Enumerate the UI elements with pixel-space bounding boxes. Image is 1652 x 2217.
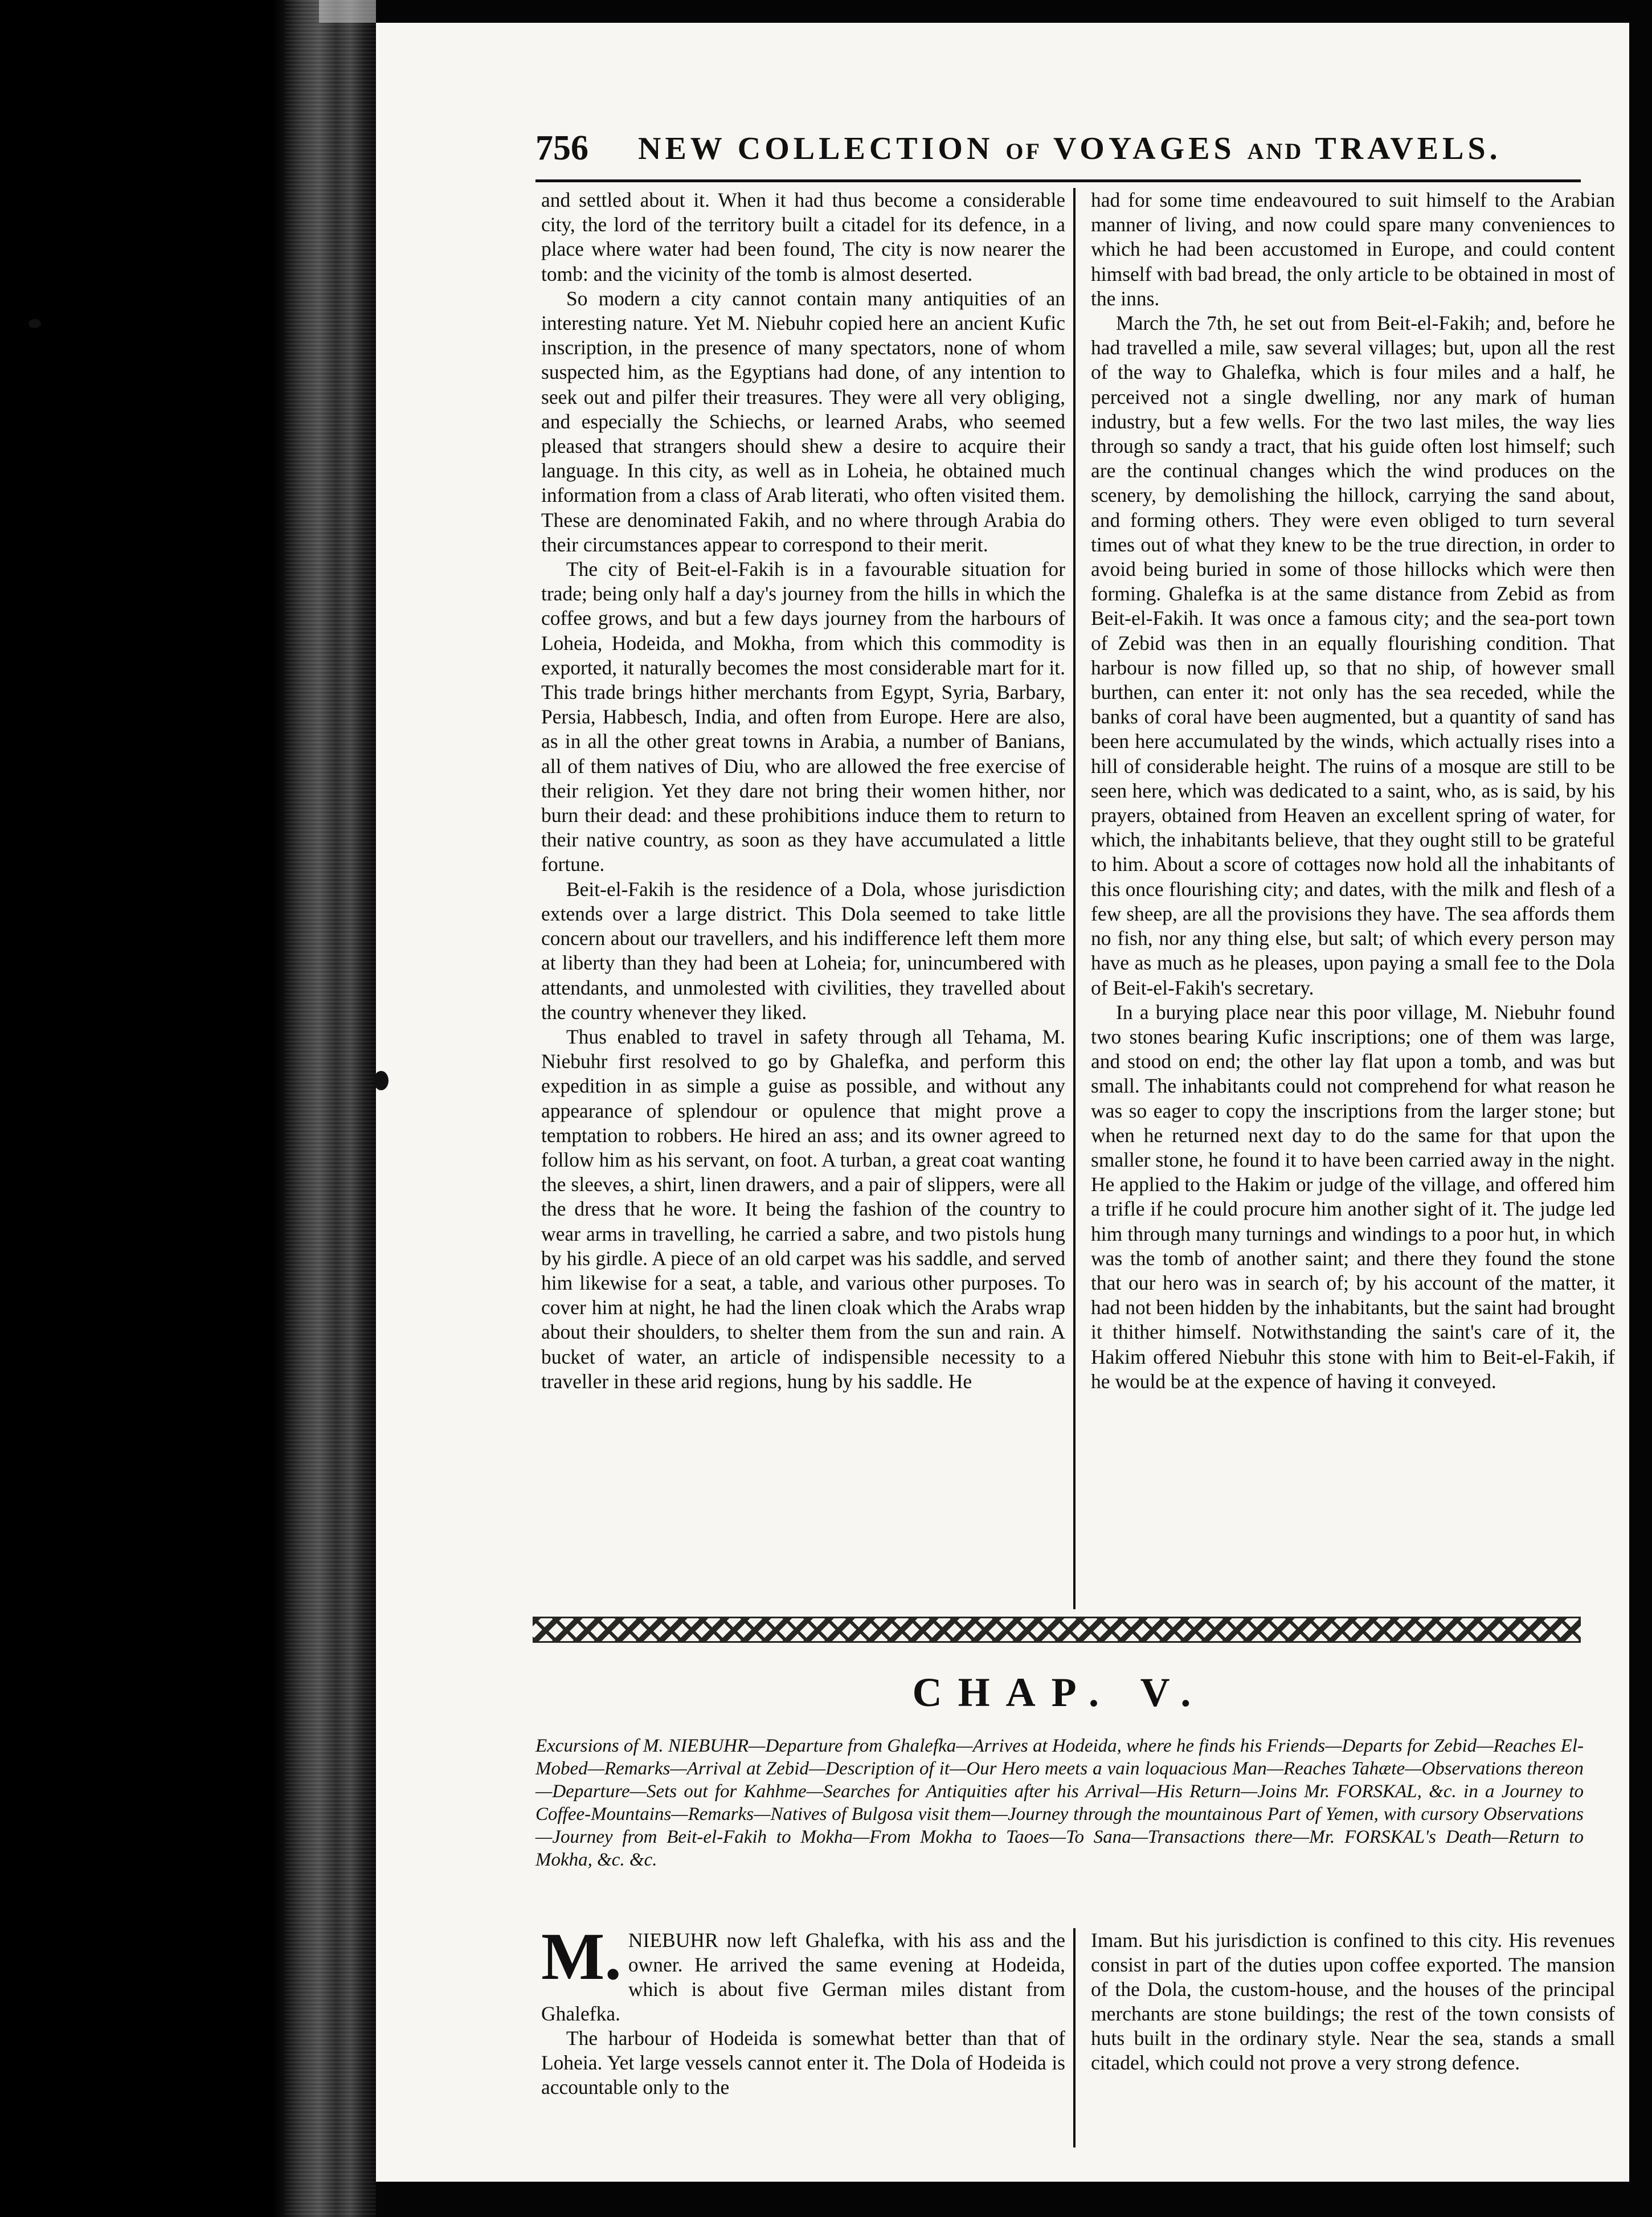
chapter-title: CHAP. V.: [912, 1670, 1207, 1715]
scan-speck: [374, 1071, 389, 1090]
paragraph: The city of Beit-el-Fakih is in a favourable situation for trade; being only half a day's journey from the hills in which the coffee grows, and but a few days journey from the harbours of Loheia, Hodeida, and Mokha, from which this commodity is exported, it naturally becomes the most considerable mart for it. This trade brings hither merchants from Egypt, Syria, Barbary, Persia, Habbesch, India, and often from Europe. Here are also, as in all the other great towns in Arabia, a number of Banians, all of them natives of Diu, who are allowed the free exercise of their religion. Yet they dare not bring their women hither, nor burn their dead: and these prohibitions induce them to return to their native country, as soon as they have accumulated a little fortune.: [541, 558, 1065, 876]
bottom-left-column: [541, 1919, 1065, 2100]
paragraph: In a burying place near this poor village, M. Niebuhr found two stones bearing Kufic inscriptions; one of them was large, and stood on end; the other lay flat upon a tomb, and was but small. The inhabitants could not comprehend for what reason he was so eager to copy the inscriptions from the larger stone; but when he returned next day to do the same for that upon the smaller stone, he found it to have been carried away in the night. He applied to the Hakim or judge of the village, and offered him a trifle if he could procure him another sight of it. The judge led him through many turnings and windings to a poor hut, in which was the tomb of another saint; and there they found the stone that our hero was in search of; by his account of the matter, it had not been hidden by the inhabitants, but the saint had brought it thither himself. Notwithstanding the saint's care of it, the Hakim offered Niebuhr this stone with him to Beit-el-Fakih, if he would be at the expence of having it conveyed.: [1091, 1000, 1615, 1393]
column-divider: [1073, 1928, 1076, 2148]
page-number: 756: [535, 129, 588, 167]
paragraph: had for some time endeavoured to suit himself to the Arabian manner of living, and now could spare many conveniences to which he had been accustomed in Europe, and could content himself with bad bread, the only article to be obtained in most of the inns.: [1091, 189, 1615, 310]
header-title-part: AND: [1247, 138, 1304, 164]
bottom-right-column: [1091, 1928, 1615, 2075]
column-divider: [1073, 188, 1076, 1609]
paragraph: [541, 1919, 1065, 2026]
paragraph-text: NIEBUHR now left Ghalefka, with his ass and the owner. He arrived the same evening at Hodeida, which is about five German miles distant from Ghalefka.: [541, 1929, 1065, 2025]
paragraph: Imam. But his jurisdiction is confined to this city. His revenues consist in part of the duties upon coffee exported. The mansion of the Dola, the custom-house, and the houses of the principal merchants are stone buildings; the rest of the town consists of huts built in the ordinary style. Near the sea, stands a small citadel, which could not prove a very strong defence.: [1091, 1929, 1615, 2074]
ornamental-rule: [533, 1617, 1581, 1643]
header-title: [638, 130, 1502, 167]
page-edge: [319, 0, 376, 23]
header-title-part: OF: [1005, 138, 1042, 164]
scan-speck: [28, 319, 41, 328]
chapter-synopsis: Excursions of M. NIEBUHR—Departure from Ghalefka—Arrives at Hodeida, where he finds his Friends—Departs for Zebid—Reaches El-Mobed—Remarks—Arrival at Zebid—Description of it—Our Hero meets a vain loquacious Man—Reaches Tahæte—Observations thereon—Departure—Sets out for Kahhme—Searches for Antiquities after his Arrival—His Return—Joins Mr. FORSKAL, &c. in a Journey to Coffee-Mountains—Remarks—Natives of Bulgosa visit them—Journey through the mountainous Part of Yemen, with cursory Observations—Journey from Beit-el-Fakih to Mokha—From Mokha to Taoes—To Sana—Transactions there—Mr. FORSKAL's Death—Return to Mokha, &c. &c.: [535, 1736, 1584, 1870]
paragraph: Thus enabled to travel in safety through all Tehama, M. Niebuhr first resolved to go by Ghalefka, and perform this expedition in as simple a guise as possible, and without any appearance of splendour or opulence that might prove a temptation to robbers. He hired an ass; and its owner agreed to follow him as his servant, on foot. A turban, a great coat wanting the sleeves, a shirt, linen drawers, and a pair of slippers, were all the dress that he wore. It being the fashion of the country to wear arms in travelling, he carried a sabre, and two pistols hung by his girdle. A piece of an old carpet was his saddle, and served him likewise for a seat, a table, and various other purposes. To cover him at night, he had the linen cloak which the Arabs wrap about their shoulders, to shelter them from the sun and rain. A bucket of water, an article of indispensible necessity to a traveller in these arid regions, hung by his saddle. He: [541, 1025, 1065, 1393]
paragraph: March the 7th, he set out from Beit-el-Fakih; and, before he had travelled a mile, saw several villages; but, upon all the rest of the way to Ghalefka, which is four miles and a half, he perceived not a single dwelling, nor any mark of human industry, but a few wells. For the two last miles, the way lies through so sandy a tract, that his guide often lost himself; such are the continual changes which the wind produces on the scenery, by demolishing the hillock, carrying the sand about, and forming others. They were even obliged to turn several times out of what they knew to be the true direction, in order to avoid being buried in some of those hillocks which were then forming. Ghalefka is at the same distance from Zebid as from Beit-el-Fakih. It was once a famous city; and the sea-port town of Zebid was then in an equally flourishing condition. That harbour is now filled up, so that no ship, of however small burthen, can enter it: not only has the sea receded, while the banks of coral have been augmented, but a quantity of sand has been here accumulated by the winds, which actually rises into a hill of considerable height. The ruins of a mosque are still to be seen here, which was dedicated to a saint, who, as is said, by his prayers, obtained from Heaven an excellent spring of water, for which, the inhabitants believe, that they ought still to be grateful to him. About a score of cottages now hold all the inhabitants of this once flourishing city; and dates, with the milk and flesh of a few sheep, are all the provisions they have. The sea affords them no fish, nor any thing else, but salt; of which every person may have as much as he pleases, upon paying a small fee to the Dola of Beit-el-Fakih's secretary.: [1091, 312, 1615, 999]
paragraph: So modern a city cannot contain many antiquities of an interesting nature. Yet M. Niebuhr copied here an ancient Kufic inscription, in the presence of many spectators, none of whom suspected him, as the Egyptians had done, of any intention to seek out and pilfer their treasures. They were all very obliging, and especially the Schiechs, or learned Arabs, who seemed pleased that strangers should shew a desire to acquire their language. In this city, as well as in Loheia, he obtained much information from a class of Arab literati, who often visited them. These are denominated Fakih, and no where through Arabia do their circumstances appear to correspond to their merit.: [541, 287, 1065, 556]
drop-cap: M.: [541, 1919, 621, 1994]
paragraph: and settled about it. When it had thus become a considerable city, the lord of the territory built a citadel for its defence, in a place where water had been found, The city is now nearer the tomb: and the vicinity of the tomb is almost deserted.: [541, 189, 1065, 285]
running-head: [535, 128, 1581, 182]
header-title-part: VOYAGES: [1053, 131, 1236, 166]
header-title-part: NEW COLLECTION: [638, 131, 994, 166]
header-title-part: TRAVELS.: [1315, 131, 1502, 166]
right-column: [1091, 188, 1615, 1394]
book-page: [376, 23, 1629, 2182]
paragraph: The harbour of Hodeida is somewhat better than that of Loheia. Yet large vessels cannot enter it. The Dola of Hodeida is accountable only to the: [541, 2027, 1065, 2099]
paragraph: Beit-el-Fakih is the residence of a Dola, whose jurisdiction extends over a large district. This Dola seemed to take little concern about our travellers, and his indifference left them more at liberty than they had been at Loheia; for, unincumbered with attendants, and unmolested with civilities, they travelled about the country whenever they liked.: [541, 877, 1065, 1024]
spine-texture: [285, 0, 376, 2217]
left-column: [541, 188, 1065, 1394]
